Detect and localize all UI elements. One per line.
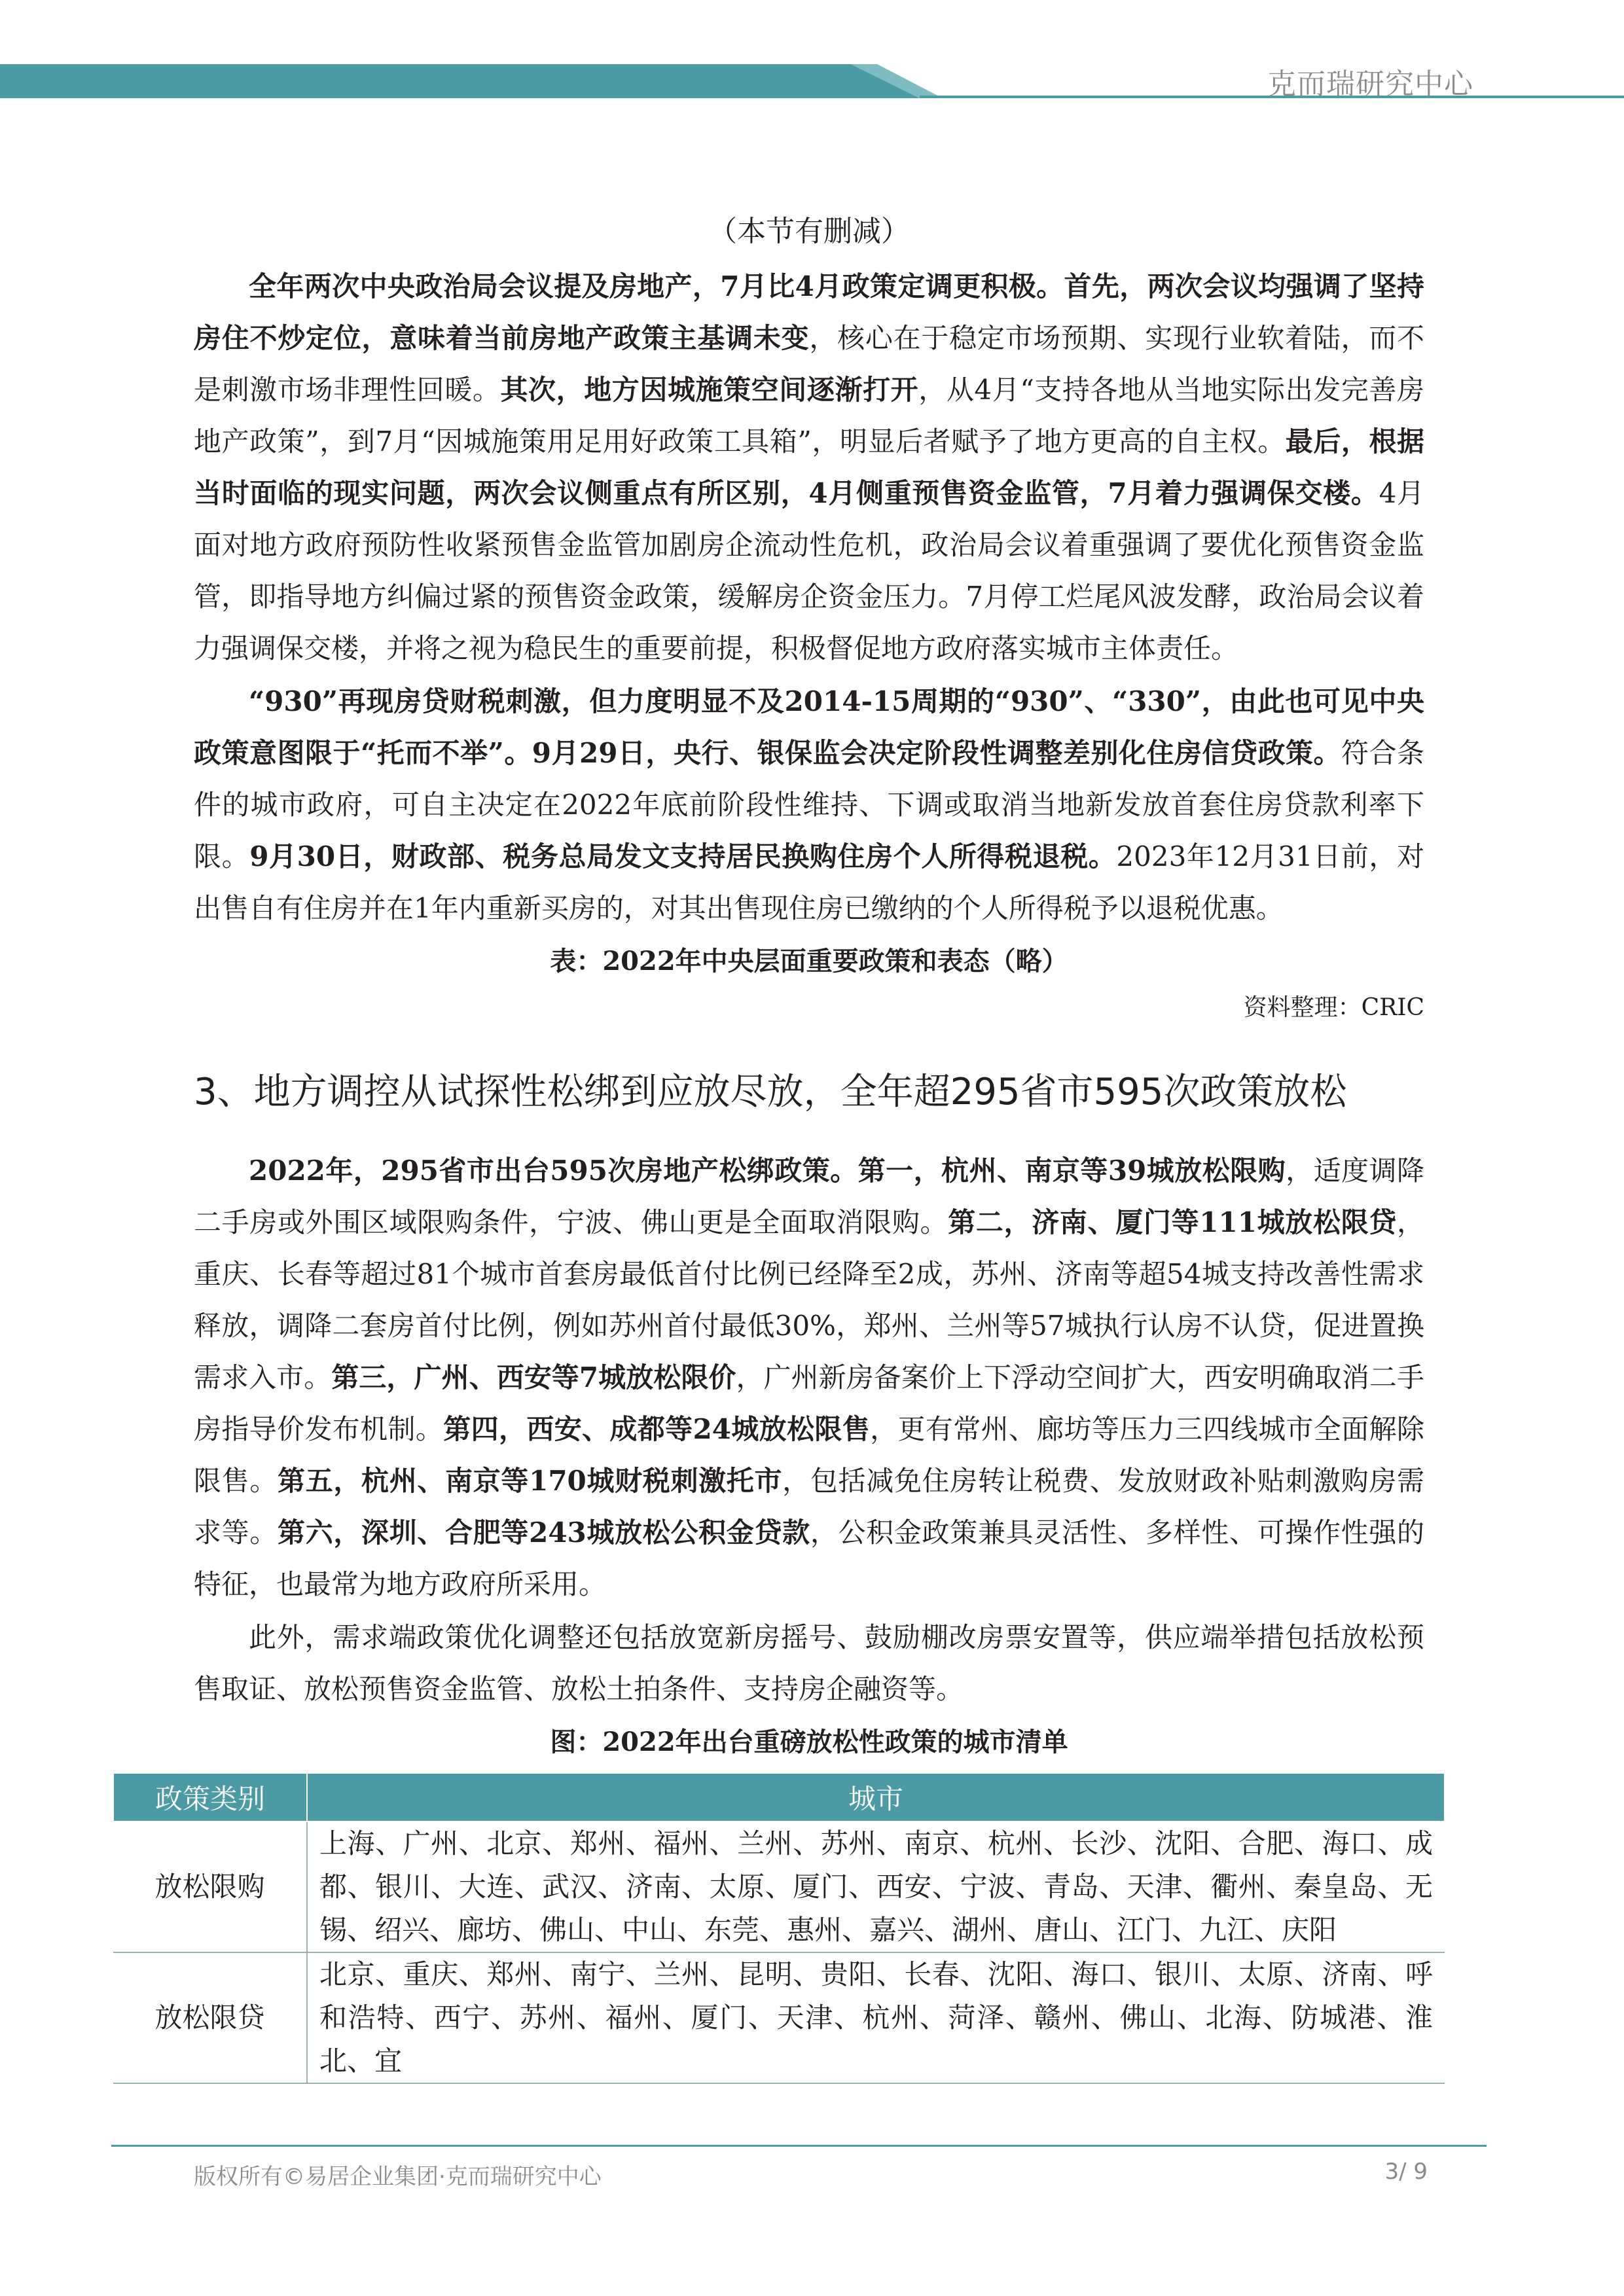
section-note: （本节有删减） <box>708 215 910 248</box>
header-brand: 克而瑞研究中心 <box>1267 67 1473 101</box>
text: ，从4月“支持各地从当地实际出发完善房地产政策”，到7月“因城施策用足用好政策工具箱”，明显后者赋予了地方更高的自主权。 <box>194 374 1424 457</box>
text: ，公积金政策兼具灵活性、多样性、可操作性强的特征，也最常为地方政府所采用。 <box>194 1516 1424 1600</box>
paragraph-supply-demand: 此外，需求端政策优化调整还包括放宽新房摇号、鼓励棚改房票安置等，供应端举措包括放松预售取证、放松预售资金监管、放松土拍条件、支持房企融资等。 <box>194 1621 1424 1705</box>
city-table-wrapper <box>154 1772 1433 2077</box>
row-cities: 上海、广州、北京、郑州、福州、兰州、苏州、南京、杭州、长沙、沈阳、合肥、海口、成都、银川、大连、武汉、济南、太原、厦门、西安、宁波、青岛、天津、衢州、秦皇岛、无锡、绍兴、廊坊、佛山、中山、东莞、惠州、嘉兴、湖州、唐山、江门、九江、庆阳 <box>307 1821 1445 1952</box>
bold-text: 第三，广州、西安等7城放松限价 <box>331 1361 736 1393</box>
text: 4月面对地方政府预防性收紧预售金监管加剧房企流动性危机，政治局会议着重强调了要优化预售资金监管，即指导地方纠偏过紧的预售资金政策，缓解房企资金压力。7月停工烂尾风波发酵，政治局会议着力强调保交楼，并将之视为稳民生的重要前提，积极督促地方政府落实城市主体责任。 <box>194 477 1424 664</box>
bold-text: 第二，济南、厦门等111城放松限贷 <box>948 1206 1397 1238</box>
table-caption: 表：2022年中央层面重要政策和表态（略） <box>550 946 1068 977</box>
page-number: 3/ 9 <box>1384 2159 1428 2185</box>
section-heading: 3、地方调控从试探性松绑到应放尽放，全年超295省市595次政策放松 <box>194 1071 1347 1113</box>
paragraph-930 <box>194 675 1424 934</box>
row-category: 放松限贷 <box>113 1952 307 2083</box>
paragraph-local-policy <box>194 1145 1424 1610</box>
table-row <box>113 1821 1445 1952</box>
city-table <box>113 1772 1445 2084</box>
document-body <box>154 208 1433 2077</box>
text: ，核心在于稳定市场预期、实现行业软着陆，而不是刺激市场非理性回暖。 <box>194 322 1424 406</box>
table-header-row <box>113 1773 1445 1821</box>
bold-text: 2022年，295省市出台595次房地产松绑政策。第一，杭州、南京等39城放松限购 <box>249 1155 1286 1187</box>
text: ，重庆、长春等超过81个城市首套房最低首付比例已经降至2成，苏州、济南等超54城支持改善性需求释放，调降二套房首付比例，例如苏州首付最低30%，郑州、兰州等57城执行认房不认贷，促进置换需求入市。 <box>194 1206 1424 1393</box>
table-row <box>113 1952 1445 2083</box>
text: 2023年12月31日前，对出售自有住房并在1年内重新买房的，对其出售现住房已缴纳的个人所得税予以退税优惠。 <box>194 840 1424 924</box>
row-cities: 北京、重庆、郑州、南宁、兰州、昆明、贵阳、长春、沈阳、海口、银川、太原、济南、呼和浩特、西宁、苏州、福州、厦门、天津、杭州、菏泽、赣州、佛山、北海、防城港、淮北、宜 <box>307 1952 1445 2083</box>
header-cities: 城市 <box>307 1773 1445 1821</box>
bold-text: 第五，杭州、南京等170城财税刺激托市 <box>278 1465 783 1497</box>
footer-divider <box>111 2145 1487 2147</box>
footer-copyright: 版权所有©易居企业集团·克而瑞研究中心 <box>194 2164 602 2190</box>
source-note: 资料整理：CRIC <box>1243 994 1424 1021</box>
bold-text: 其次，地方因城施策空间逐渐打开 <box>500 374 919 406</box>
row-category: 放松限购 <box>113 1821 307 1952</box>
bold-text: “930”再现房贷财税刺激，但力度明显不及2014-15周期的“930”、“330”，由此也可见中央政策意图限于“托而不举”。9月29日，央行、银保监会决定阶段性调整差别化住房信贷政策。 <box>194 685 1424 769</box>
text: 符合条件的城市政府，可自主决定在2022年底前阶段性维持、下调或取消当地新发放首套住房贷款利率下限。 <box>194 737 1424 872</box>
text: ，包括减免住房转让税费、发放财政补贴刺激购房需求等。 <box>194 1465 1424 1549</box>
bold-text: 全年两次中央政治局会议提及房地产，7月比4月政策定调更积极。首先，两次会议均强调了坚持房住不炒定位，意味着当前房地产政策主基调未变 <box>194 270 1424 354</box>
bold-text: 第四，西安、成都等24城放松限售 <box>443 1413 871 1445</box>
bold-text: 最后，根据当时面临的现实问题，两次会议侧重点有所区别，4月侧重预售资金监管，7月着力强调保交楼。 <box>194 425 1424 509</box>
text: ，适度调降二手房或外围区域限购条件，宁波、佛山更是全面取消限购。 <box>194 1155 1424 1238</box>
header-category: 政策类别 <box>113 1773 307 1821</box>
text: ，广州新房备案价上下浮动空间扩大，西安明确取消二手房指导价发布机制。 <box>194 1361 1424 1445</box>
text: ，更有常州、廊坊等压力三四线城市全面解除限售。 <box>194 1413 1424 1497</box>
bold-text: 第六，深圳、合肥等243城放松公积金贷款 <box>278 1516 810 1549</box>
bold-text: 9月30日，财政部、税务总局发文支持居民换购住房个人所得税退税。 <box>249 840 1117 872</box>
paragraph-politburo <box>194 260 1424 674</box>
figure-caption: 图：2022年出台重磅放松性政策的城市清单 <box>550 1727 1068 1757</box>
